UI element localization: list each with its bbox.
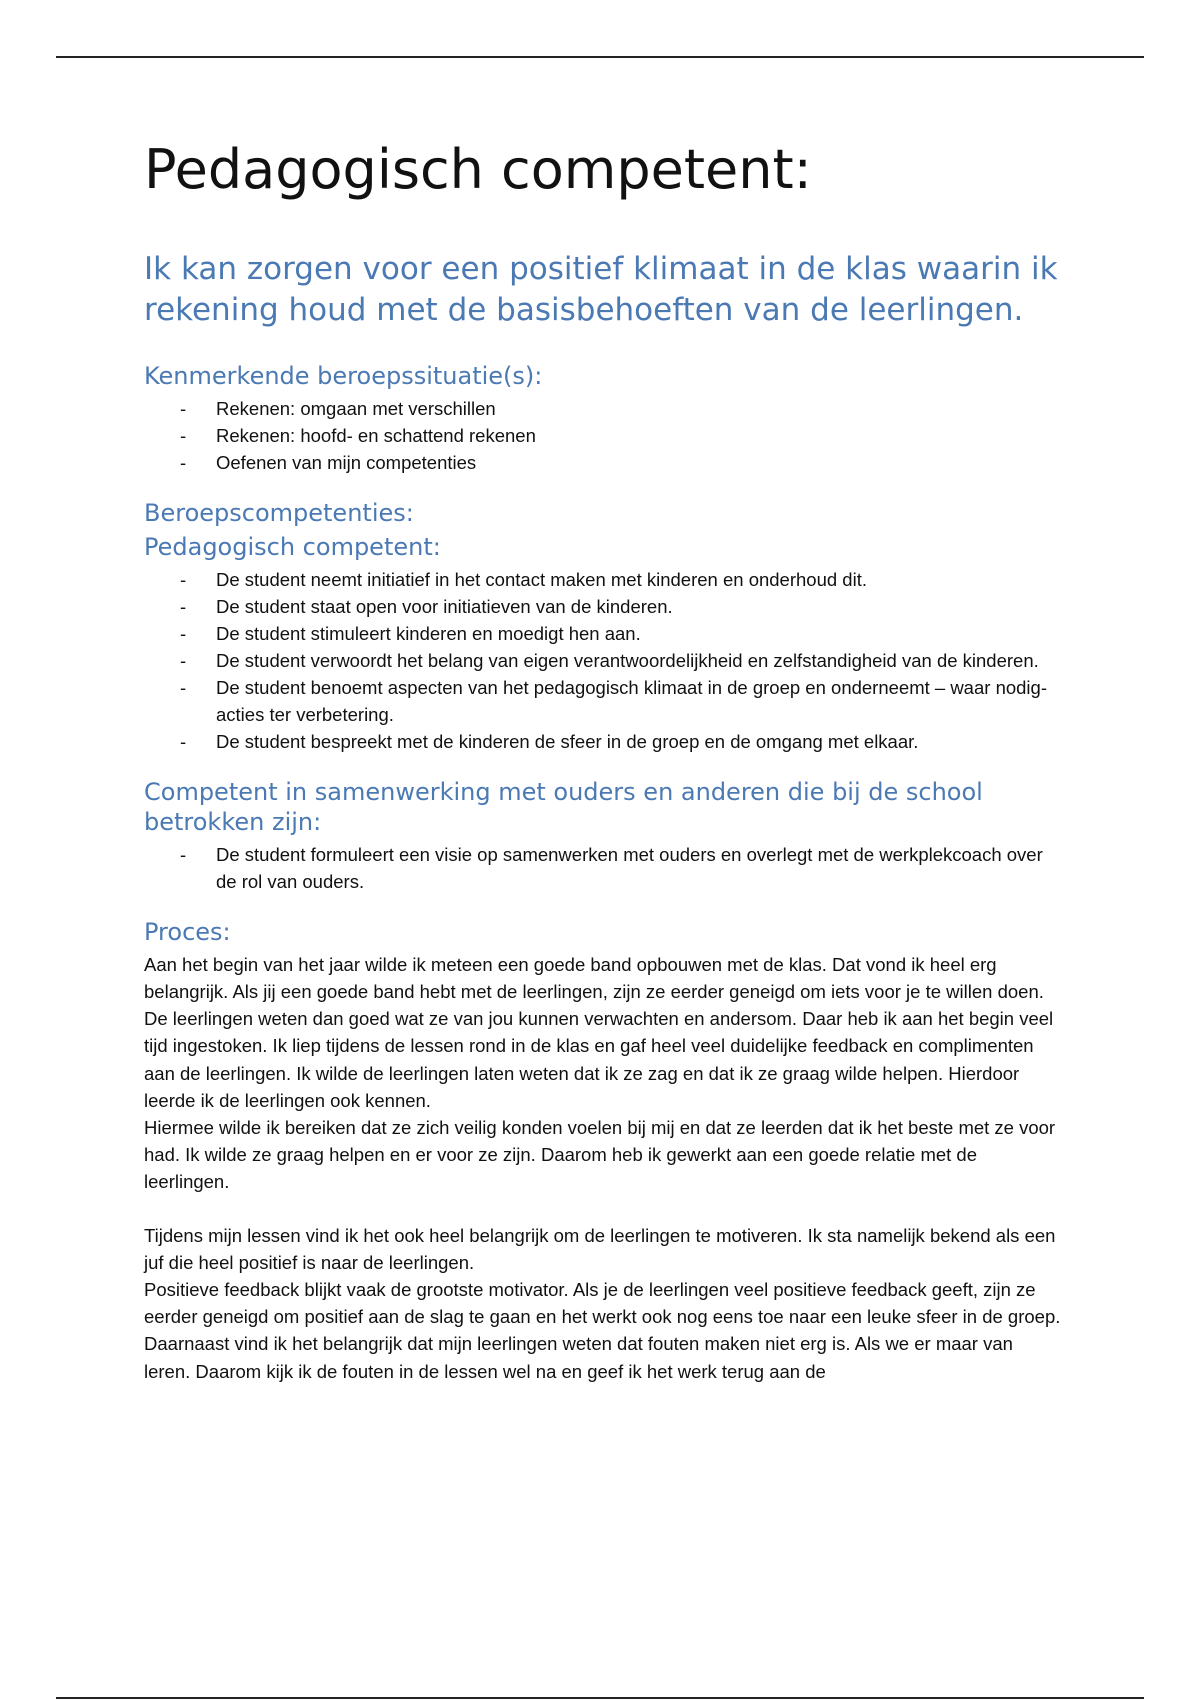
pedagogical-item: - De student stimuleert kinderen en moedigt hen aan. — [180, 620, 1064, 647]
pedagogical-item: - De student staat open voor initiatieven van de kinderen. — [180, 593, 1064, 620]
header-rule — [56, 56, 1144, 58]
process-paragraph: Daarnaast vind ik het belangrijk dat mijn leerlingen weten dat fouten maken niet erg is. Als we er maar van leren. Daarom kijk ik de fouten in de lessen wel na en geef ik het werk terug aan de — [144, 1333, 1013, 1382]
paragraph-spacer — [144, 1196, 1064, 1222]
cooperation-heading: Competent in samenwerking met ouders en anderen die bij de school betrokken zijn: — [144, 777, 983, 836]
situation-item: - Oefenen van mijn competenties — [180, 449, 1064, 476]
process-paragraph: Tijdens mijn lessen vind ik het ook heel belangrijk om de leerlingen te motiveren. Ik sta namelijk bekend als een juf die heel positief is naar de leerlingen. — [144, 1224, 1056, 1273]
page-title: Pedagogisch competent: — [144, 138, 812, 201]
situations-list — [180, 395, 1064, 476]
situations-heading: Kenmerkende beroepssituatie(s): — [144, 361, 543, 390]
pedagogical-list — [180, 566, 1064, 755]
process-paragraph: Positieve feedback blijkt vaak de grootste motivator. Als je de leerlingen veel positieve feedback geeft, zijn ze eerder geneigd om positief aan de slag te gaan en het werkt ook nog eens toe naar een leuke sfeer in de groep. — [144, 1279, 1061, 1328]
pedagogical-heading: Pedagogisch competent: — [144, 532, 441, 561]
learning-goal: Ik kan zorgen voor een positief klimaat in de klas waarin ik rekening houd met de basisbehoeften van de leerlingen. — [144, 250, 1058, 328]
footer-rule — [56, 1697, 1144, 1699]
cooperation-list — [180, 841, 1064, 895]
process-heading: Proces: — [144, 917, 231, 946]
cooperation-item: - De student formuleert een visie op samenwerken met ouders en overlegt met de werkplekcoach over de rol van ouders. — [180, 841, 1064, 895]
document-body — [144, 138, 1064, 1385]
situation-item: - Rekenen: hoofd- en schattend rekenen — [180, 422, 1064, 449]
process-paragraph: Aan het begin van het jaar wilde ik meteen een goede band opbouwen met de klas. Dat vond ik heel erg belangrijk. Als jij een goede band hebt met de leerlingen, zijn ze eerder geneigd om iets voor je te willen doen. De leerlingen weten dan goed wat ze van jou kunnen verwachten en andersom. Daar heb ik aan het begin veel tijd ingestoken. Ik liep tijdens de lessen rond in de klas en gaf heel veel duidelijke feedback en complimenten aan de leerlingen. Ik wilde de leerlingen laten weten dat ik ze zag en dat ik ze graag wilde helpen. Hierdoor leerde ik de leerlingen ook kennen. — [144, 953, 1054, 1111]
competencies-heading: Beroepscompetenties: — [144, 498, 414, 527]
process-paragraph: Hiermee wilde ik bereiken dat ze zich veilig konden voelen bij mij en dat ze leerden dat ik het beste met ze voor had. Ik wilde ze graag helpen en er voor ze zijn. Daarom heb ik gewerkt aan een goede relatie met de leerlingen. — [144, 1117, 1056, 1193]
pedagogical-item: - De student neemt initiatief in het contact maken met kinderen en onderhoud dit. — [180, 566, 1064, 593]
situation-item: - Rekenen: omgaan met verschillen — [180, 395, 1064, 422]
pedagogical-item: - De student verwoordt het belang van eigen verantwoordelijkheid en zelfstandigheid van de kinderen. — [180, 647, 1064, 674]
pedagogical-item: - De student benoemt aspecten van het pedagogisch klimaat in de groep en onderneemt – waar nodig- acties ter verbetering. — [180, 674, 1064, 728]
pedagogical-item: - De student bespreekt met de kinderen de sfeer in de groep en de omgang met elkaar. — [180, 728, 1064, 755]
